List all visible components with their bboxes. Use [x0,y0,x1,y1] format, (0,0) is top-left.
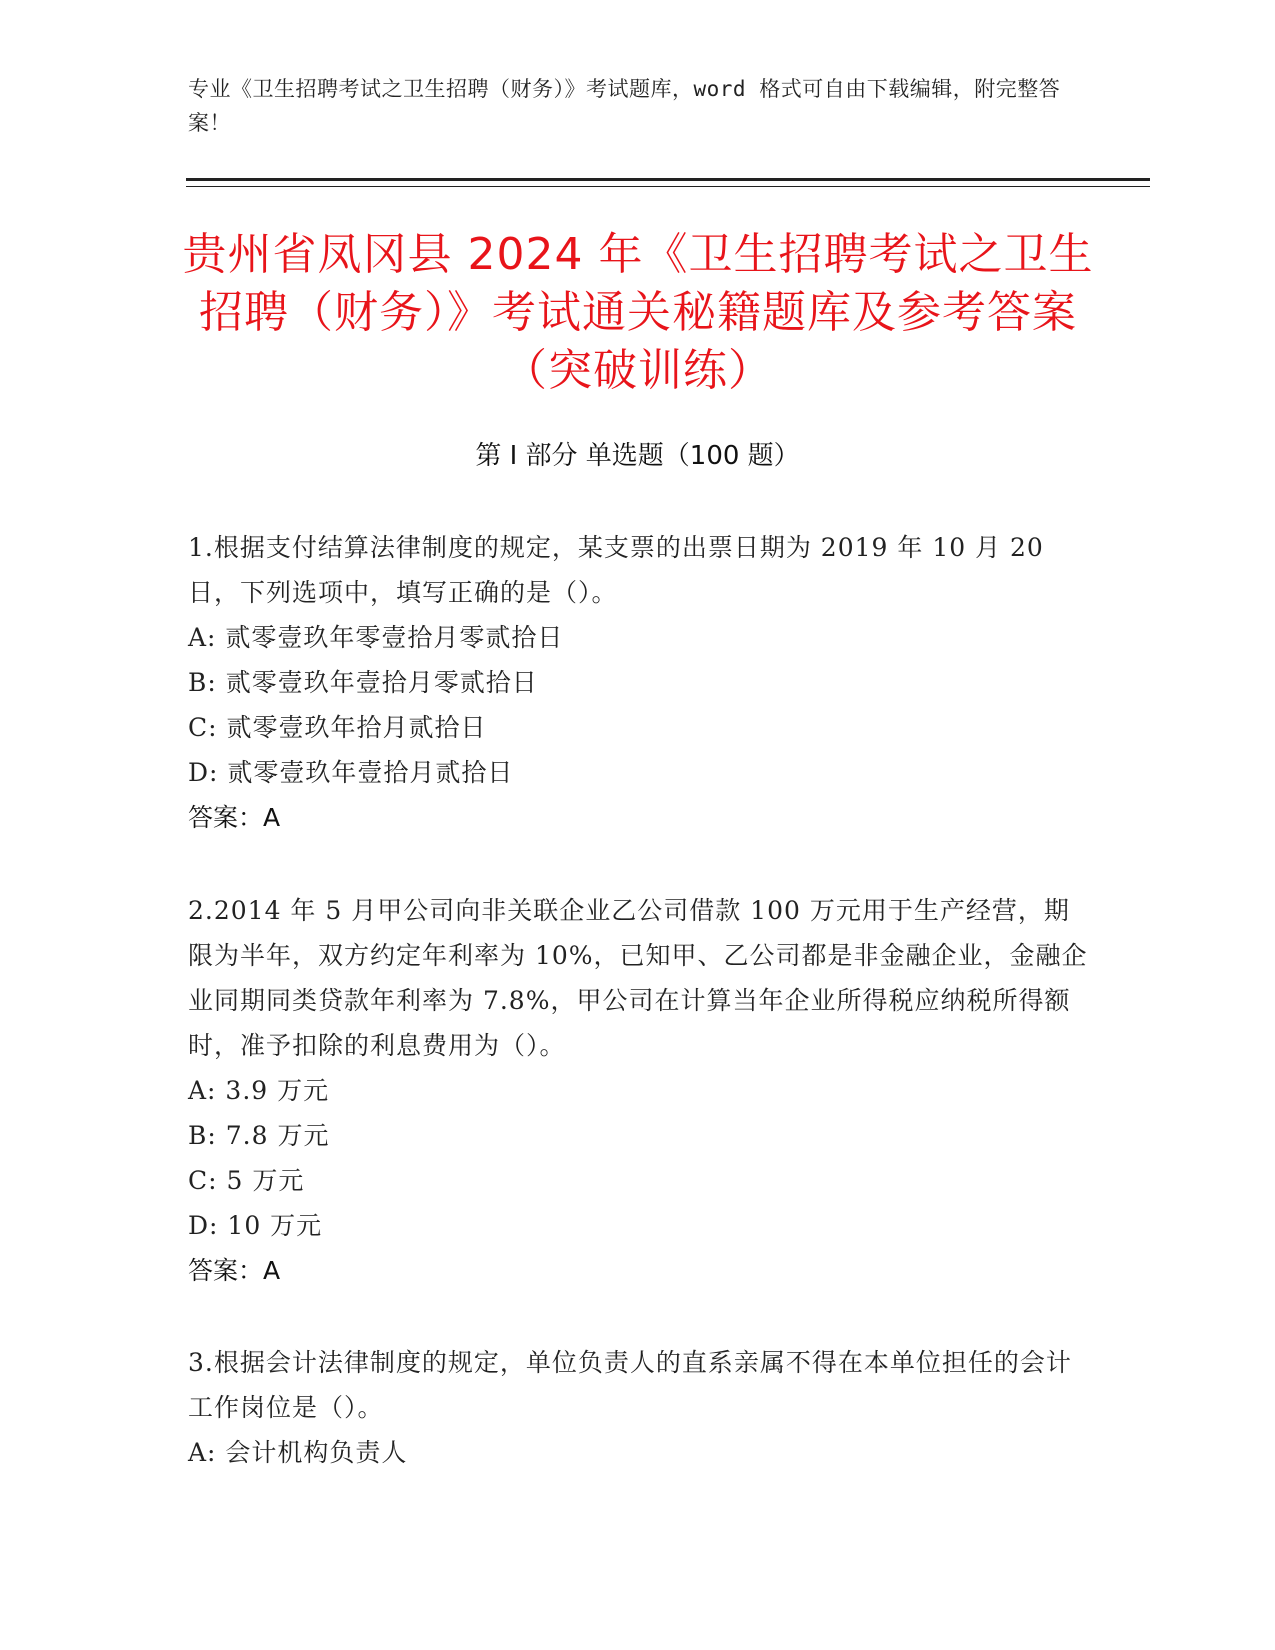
question-stem: 2.2014 年 5 月甲公司向非关联企业乙公司借款 100 万元用于生产经营，期限为半年，双方约定年利率为 10%，已知甲、乙公司都是非金融企业，金融企业同期同类贷款年利率为 7.8%，甲公司在计算当年企业所得税应纳税所得额时，准予扣除的利息费用为（）。 [188,896,1088,1060]
option-a: A: 会计机构负责人 [188,1438,408,1467]
option-b: B: 贰零壹玖年壹拾月零贰拾日 [188,668,538,697]
option-a: A: 贰零壹玖年零壹拾月零贰拾日 [188,623,564,652]
option-a: A: 3.9 万元 [188,1076,330,1105]
option-c: C: 贰零壹玖年拾月贰拾日 [188,713,487,742]
option-b: B: 7.8 万元 [188,1121,330,1150]
header-note: 专业《卫生招聘考试之卫生招聘（财务）》考试题库，word 格式可自由下载编辑，附完整答案！ [188,77,1061,135]
option-c: C: 5 万元 [188,1166,305,1195]
header-divider-thin [186,186,1150,187]
question-2 [188,888,1088,1293]
question-stem: 3.根据会计法律制度的规定，单位负责人的直系亲属不得在本单位担任的会计工作岗位是（）。 [188,1348,1072,1422]
option-d: D: 10 万元 [188,1211,323,1240]
header-divider-thick [186,178,1150,181]
option-d: D: 贰零壹玖年壹拾月贰拾日 [188,758,514,787]
question-stem: 1.根据支付结算法律制度的规定，某支票的出票日期为 2019 年 10 月 20 日，下列选项中，填写正确的是（）。 [188,533,1044,607]
question-3 [188,1340,1088,1475]
section-heading: 第 I 部分 单选题（100 题） [475,441,800,471]
answer-text: 答案：A [188,1256,281,1285]
question-1 [188,525,1088,840]
answer-text: 答案：A [188,803,281,832]
document-title: 贵州省凤冈县 2024 年《卫生招聘考试之卫生招聘（财务）》考试通关秘籍题库及参考答案（突破训练） [182,229,1094,396]
